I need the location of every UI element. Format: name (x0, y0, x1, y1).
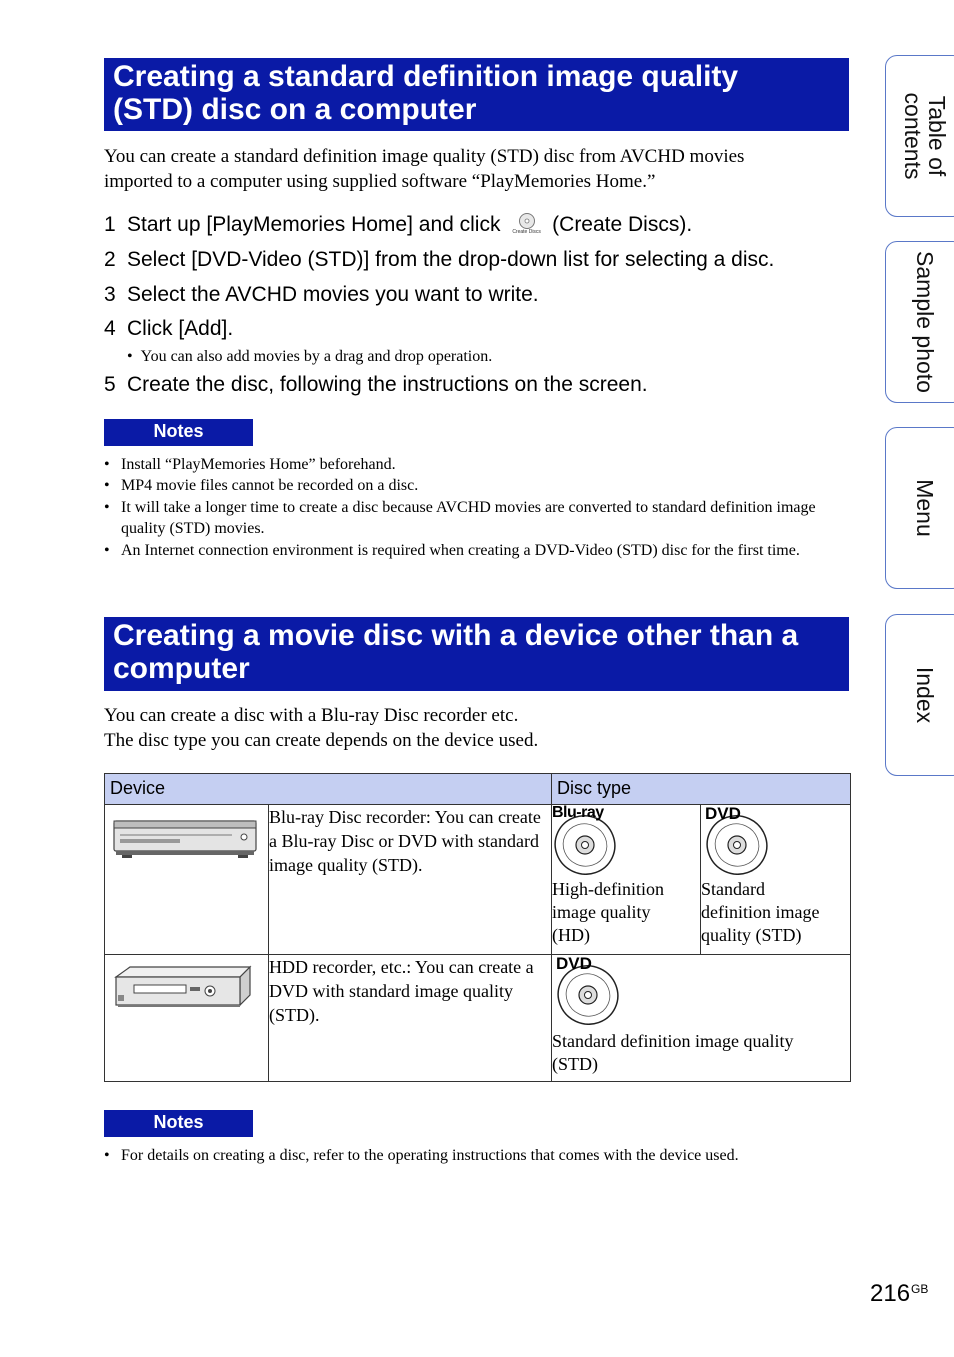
disc-cell-std (701, 805, 851, 955)
disc-type-table (104, 773, 851, 1082)
dvd-logo: DVD (556, 954, 592, 973)
hdd-recorder-image (112, 965, 252, 1011)
tab-label (913, 479, 937, 537)
section2-notes (104, 1145, 844, 1166)
disc-cell-hd (552, 805, 701, 955)
dvd-disc-icon (701, 805, 771, 875)
note-item: • An Internet connection environment is required when creating a DVD-Video (STD) disc for the first time. (104, 540, 839, 561)
section1-intro-line1: You can create a standard definition image quality (STD) disc from AVCHD movies (104, 146, 745, 167)
note-item: • For details on creating a disc, refer to the operating instructions that comes with the device used. (104, 1145, 844, 1166)
step-text: Create the disc, following the instructions on the screen. (127, 373, 648, 396)
tab-label-line1: Menu (912, 479, 938, 537)
step-5 (104, 372, 648, 398)
section2-intro-line1: You can create a disc with a Blu-ray Disc recorder etc. (104, 705, 519, 726)
step-text: Click [Add]. (127, 317, 234, 340)
note-item: • MP4 movie files cannot be recorded on a disc. (104, 475, 839, 496)
disc-label-line: (HD) (552, 925, 590, 945)
tab-label-line1: Table of (924, 95, 950, 177)
section2-intro (104, 703, 844, 753)
create-discs-icon (514, 213, 540, 237)
tab-index[interactable] (885, 614, 954, 776)
step-4-subnote-text: You can also add movies by a drag and drop operation. (140, 348, 493, 365)
notes-label: Notes (104, 1110, 253, 1137)
section1-heading-line1: Creating a standard definition image quality (113, 60, 739, 93)
table-row (105, 805, 851, 955)
bluray-recorder-image (112, 815, 260, 859)
section2-heading (104, 617, 849, 691)
tab-label-line1: Sample photo (912, 251, 938, 393)
bluray-disc-icon (552, 805, 622, 875)
step-2 (104, 247, 774, 273)
disc-label-line: quality (STD) (701, 925, 802, 945)
section2-heading-line1: Creating a movie disc with a device other than a (113, 619, 799, 652)
step-text-after: (Create Discs). (552, 213, 693, 236)
tab-label-line1: Index (912, 666, 938, 724)
step-number: 1 (104, 213, 116, 236)
note-item: • Install “PlayMemories Home” beforehand. (104, 454, 839, 475)
disc-label-line: image quality (552, 902, 651, 922)
notes-label: Notes (104, 419, 253, 446)
disc-label-line: High-definition (552, 879, 664, 899)
column-header-device: Device (105, 774, 552, 805)
section2-intro-line2: The disc type you can create depends on the device used. (104, 730, 539, 751)
section1-heading (104, 58, 849, 131)
note-item: • It will take a longer time to create a disc because AVCHD movies are converted to standard definition image quality (STD) movies. (104, 497, 839, 540)
column-header-disc-type: Disc type (552, 774, 851, 805)
page-number-suffix: GB (911, 1282, 929, 1296)
dvd-disc-icon (552, 955, 622, 1025)
bluray-recorder-description: Blu-ray Disc recorder: You can create a Blu-ray Disc or DVD with standard image quality (STD). (269, 805, 552, 955)
tab-label (913, 251, 937, 393)
step-4 (104, 316, 233, 342)
step-text: Start up [PlayMemories Home] and click (127, 213, 501, 236)
section1-intro (104, 144, 844, 194)
step-number: 2 (104, 248, 116, 271)
page-number (870, 1280, 928, 1308)
tab-menu[interactable] (885, 427, 954, 589)
step-number: 3 (104, 283, 116, 306)
step-1 (104, 212, 692, 238)
step-number: 5 (104, 373, 116, 396)
tab-label (901, 93, 949, 180)
disc-label-line: Standard (701, 879, 765, 899)
section1-heading-line2: (STD) disc on a computer (113, 93, 477, 126)
device-image-cell (105, 955, 269, 1082)
bullet: • (127, 348, 141, 365)
section1-notes (104, 454, 839, 561)
tab-sample-photo[interactable] (885, 241, 954, 403)
table-header-row (105, 774, 851, 805)
step-text: Select the AVCHD movies you want to write. (127, 283, 539, 306)
table-row (105, 955, 851, 1082)
tab-table-of-contents[interactable] (885, 55, 954, 217)
device-image-cell (105, 805, 269, 955)
bluray-logo: Blu-ray (552, 804, 604, 821)
tab-label-line2: contents (900, 92, 926, 180)
step-4-subnote (127, 347, 492, 367)
section1-intro-line2: imported to a computer using supplied software “PlayMemories Home.” (104, 171, 656, 192)
step-number: 4 (104, 317, 116, 340)
dvd-logo: DVD (705, 804, 741, 823)
section2-heading-line2: computer (113, 652, 250, 685)
step-3 (104, 282, 539, 308)
tab-label (913, 667, 937, 723)
disc-label-line: definition image (701, 902, 820, 922)
hdd-recorder-description: HDD recorder, etc.: You can create a DVD with standard image quality (STD). (269, 955, 552, 1082)
disc-cell-std-row2 (552, 955, 851, 1082)
create-discs-icon-caption: Create Discs (512, 229, 541, 236)
disc-label-line: Standard definition image quality (552, 1031, 794, 1051)
disc-label-line: (STD) (552, 1054, 598, 1074)
page-number-value: 216 (870, 1280, 911, 1307)
step-text: Select [DVD-Video (STD)] from the drop-down list for selecting a disc. (127, 248, 775, 271)
